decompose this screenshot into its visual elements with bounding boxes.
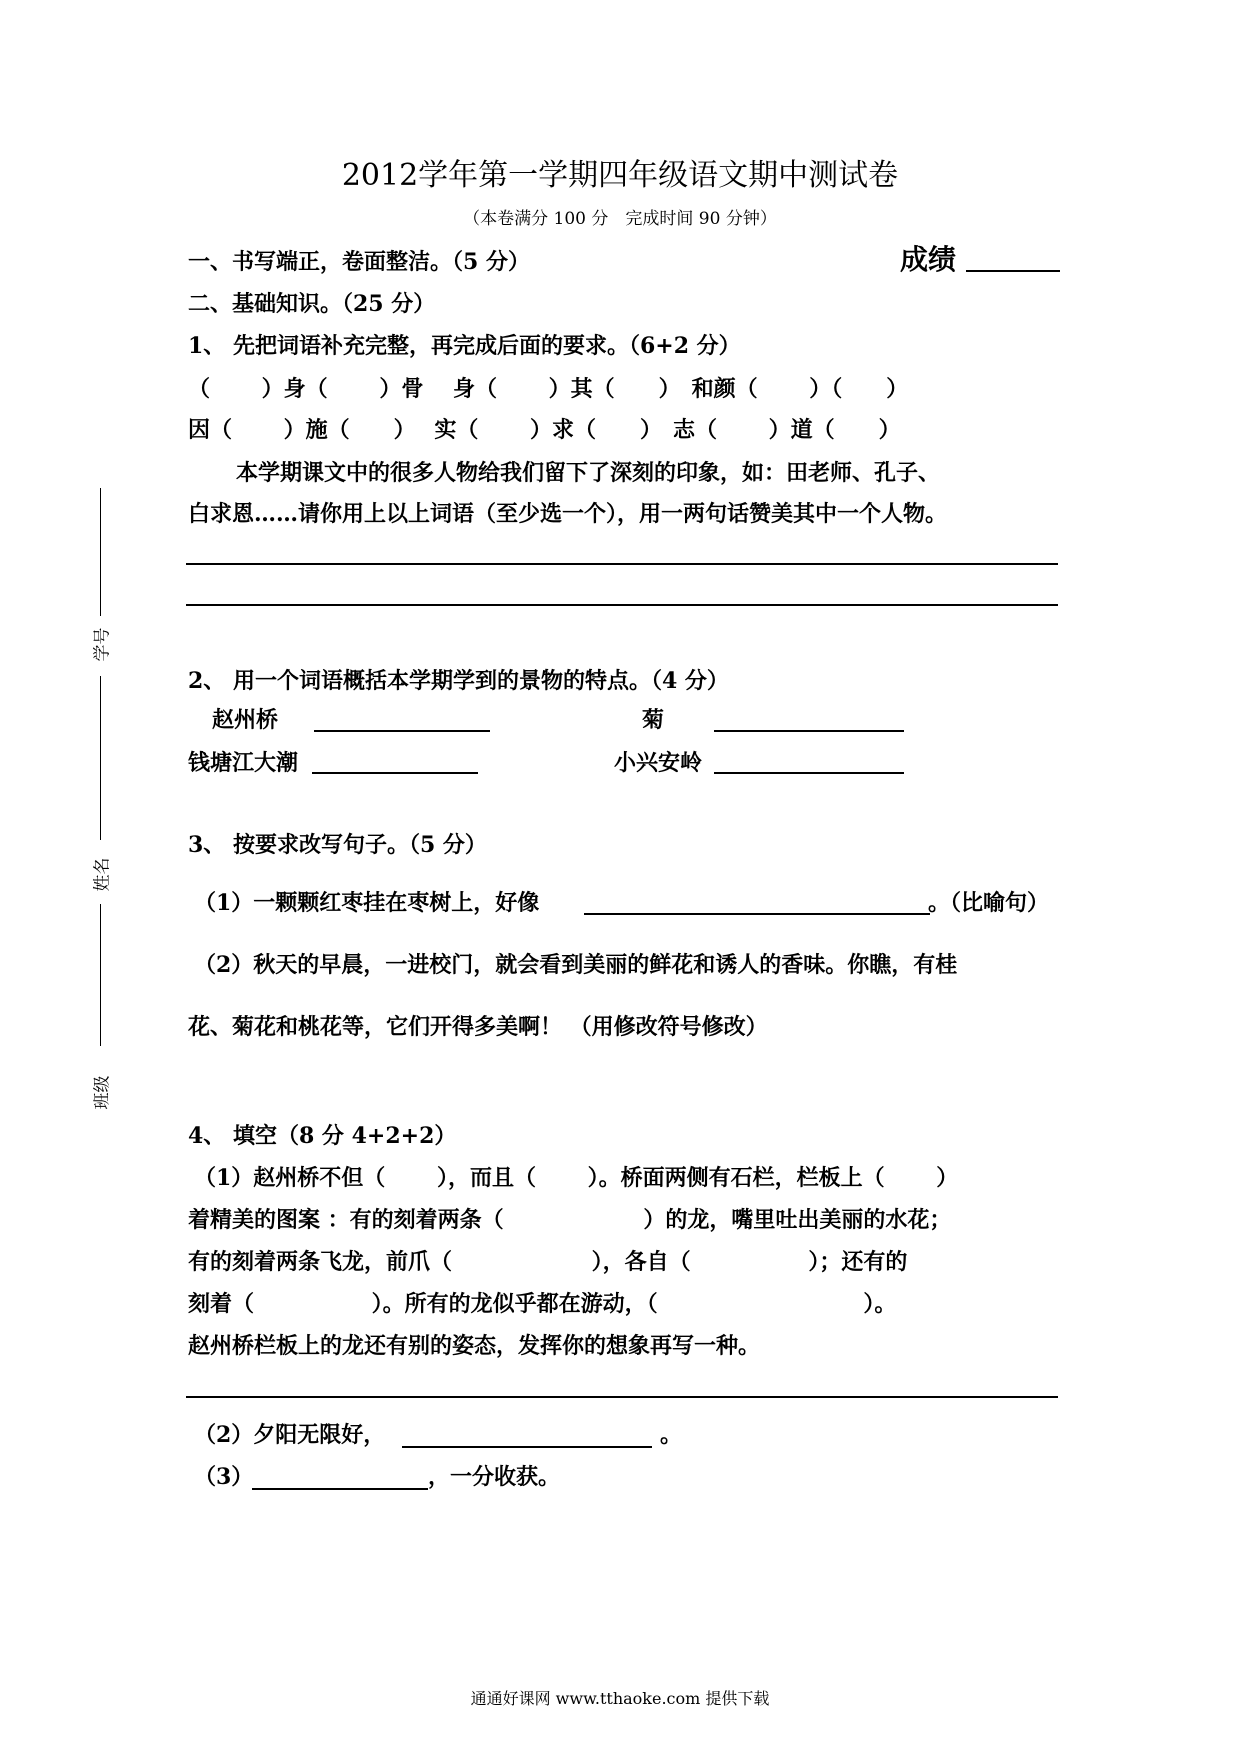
q3-sentence2-line2: 花、菊花和桃花等，它们开得多美啊！ （用修改符号修改）: [188, 1014, 768, 1040]
q1-idiom-row2: 因（ ）施（ ） 实（ ）求（ ） 志（ ）道（ ）: [188, 417, 901, 443]
q4-sentence3-prefix: （3）: [194, 1464, 254, 1490]
q4-sentence2-suffix: 。: [660, 1422, 683, 1448]
page-subtitle: （本卷满分 100 分 完成时间 90 分钟）: [463, 209, 777, 229]
q4-line3: 有的刻着两条飞龙，前爪（ ），各自（ ）；还有的: [188, 1249, 908, 1275]
score-field[interactable]: [966, 270, 1060, 272]
q1-answer-line1[interactable]: [186, 563, 1058, 565]
q4-sentence3-blank[interactable]: [252, 1488, 428, 1490]
q3-sentence1-suffix: 。（比喻句）: [928, 890, 1050, 916]
q2-item-zhaozhou-bridge: 赵州桥: [212, 707, 279, 733]
q3-sentence2-line1: （2）秋天的早晨，一进校门，就会看到美丽的鲜花和诱人的香味。你瞧，有桂: [194, 952, 958, 978]
q1-idiom-row1: （ ）身（ ）骨 身（ ）其（ ） 和颜（ ）（ ）: [188, 376, 909, 402]
q2-item-chrysanthemum: 菊: [642, 707, 665, 733]
q2-item-xiaoxinganling: 小兴安岭: [614, 750, 703, 776]
score-label: 成绩: [900, 243, 957, 276]
q4-sentence2-blank[interactable]: [402, 1446, 652, 1448]
q2-blank1[interactable]: [314, 730, 490, 732]
q2-blank4[interactable]: [714, 772, 904, 774]
footer-credit: 通通好课网 www.tthaoke.com 提供下载: [470, 1689, 770, 1708]
q4-line1: （1）赵州桥不但（ ），而且（ ）。桥面两侧有石栏，栏板上（ ）: [194, 1165, 959, 1191]
q4-sentence3-suffix: ，一分收获。: [428, 1464, 561, 1490]
sidebar-class: 班级: [92, 1075, 113, 1110]
q4-heading: 4、 填空（8 分 4+2+2）: [188, 1123, 457, 1149]
q2-heading: 2、 用一个词语概括本学期学到的景物的特点。（4 分）: [188, 668, 729, 694]
q4-line4: 刻着（ ）。所有的龙似乎都在游动，（ ）。: [188, 1291, 897, 1317]
q3-heading: 3、 按要求改写句子。（5 分）: [188, 832, 487, 858]
q1-heading: 1、 先把词语补充完整，再完成后面的要求。（6+2 分）: [188, 333, 741, 359]
q2-item-qiantang-tide: 钱塘江大潮: [188, 750, 299, 776]
margin-line-mid1: [100, 676, 101, 840]
q3-sentence1-prefix: （1）一颗颗红枣挂在枣树上，好像: [194, 890, 540, 916]
margin-line-mid2: [100, 904, 101, 1046]
q4-line5: 赵州桥栏板上的龙还有别的姿态，发挥你的想象再写一种。: [188, 1333, 761, 1359]
section-handwriting: 一、书写端正，卷面整洁。（5 分）: [188, 249, 530, 275]
q1-answer-line2[interactable]: [186, 604, 1058, 606]
q1-paragraph-line2: 白求恩……请你用上以上词语（至少选一个），用一两句话赞美其中一个人物。: [188, 501, 948, 527]
q1-paragraph-line1: 本学期课文中的很多人物给我们留下了深刻的印象，如：田老师、孔子、: [236, 460, 941, 486]
q4-answer-line[interactable]: [186, 1396, 1058, 1398]
q4-sentence2-prefix: （2）夕阳无限好，: [194, 1422, 386, 1448]
q2-blank3[interactable]: [312, 772, 478, 774]
margin-line-top: [100, 488, 101, 616]
q4-line2: 着精美的图案 ：有的刻着两条（ ）的龙，嘴里吐出美丽的水花；: [188, 1207, 952, 1233]
q2-blank2[interactable]: [714, 730, 904, 732]
q3-sentence1-blank[interactable]: [584, 913, 930, 915]
sidebar-student-no: 学号: [92, 627, 113, 662]
section-basic-knowledge: 二、基础知识。（25 分）: [188, 291, 436, 317]
sidebar-name: 姓名: [92, 857, 113, 892]
page-title: 2012学年第一学期四年级语文期中测试卷: [341, 158, 899, 193]
